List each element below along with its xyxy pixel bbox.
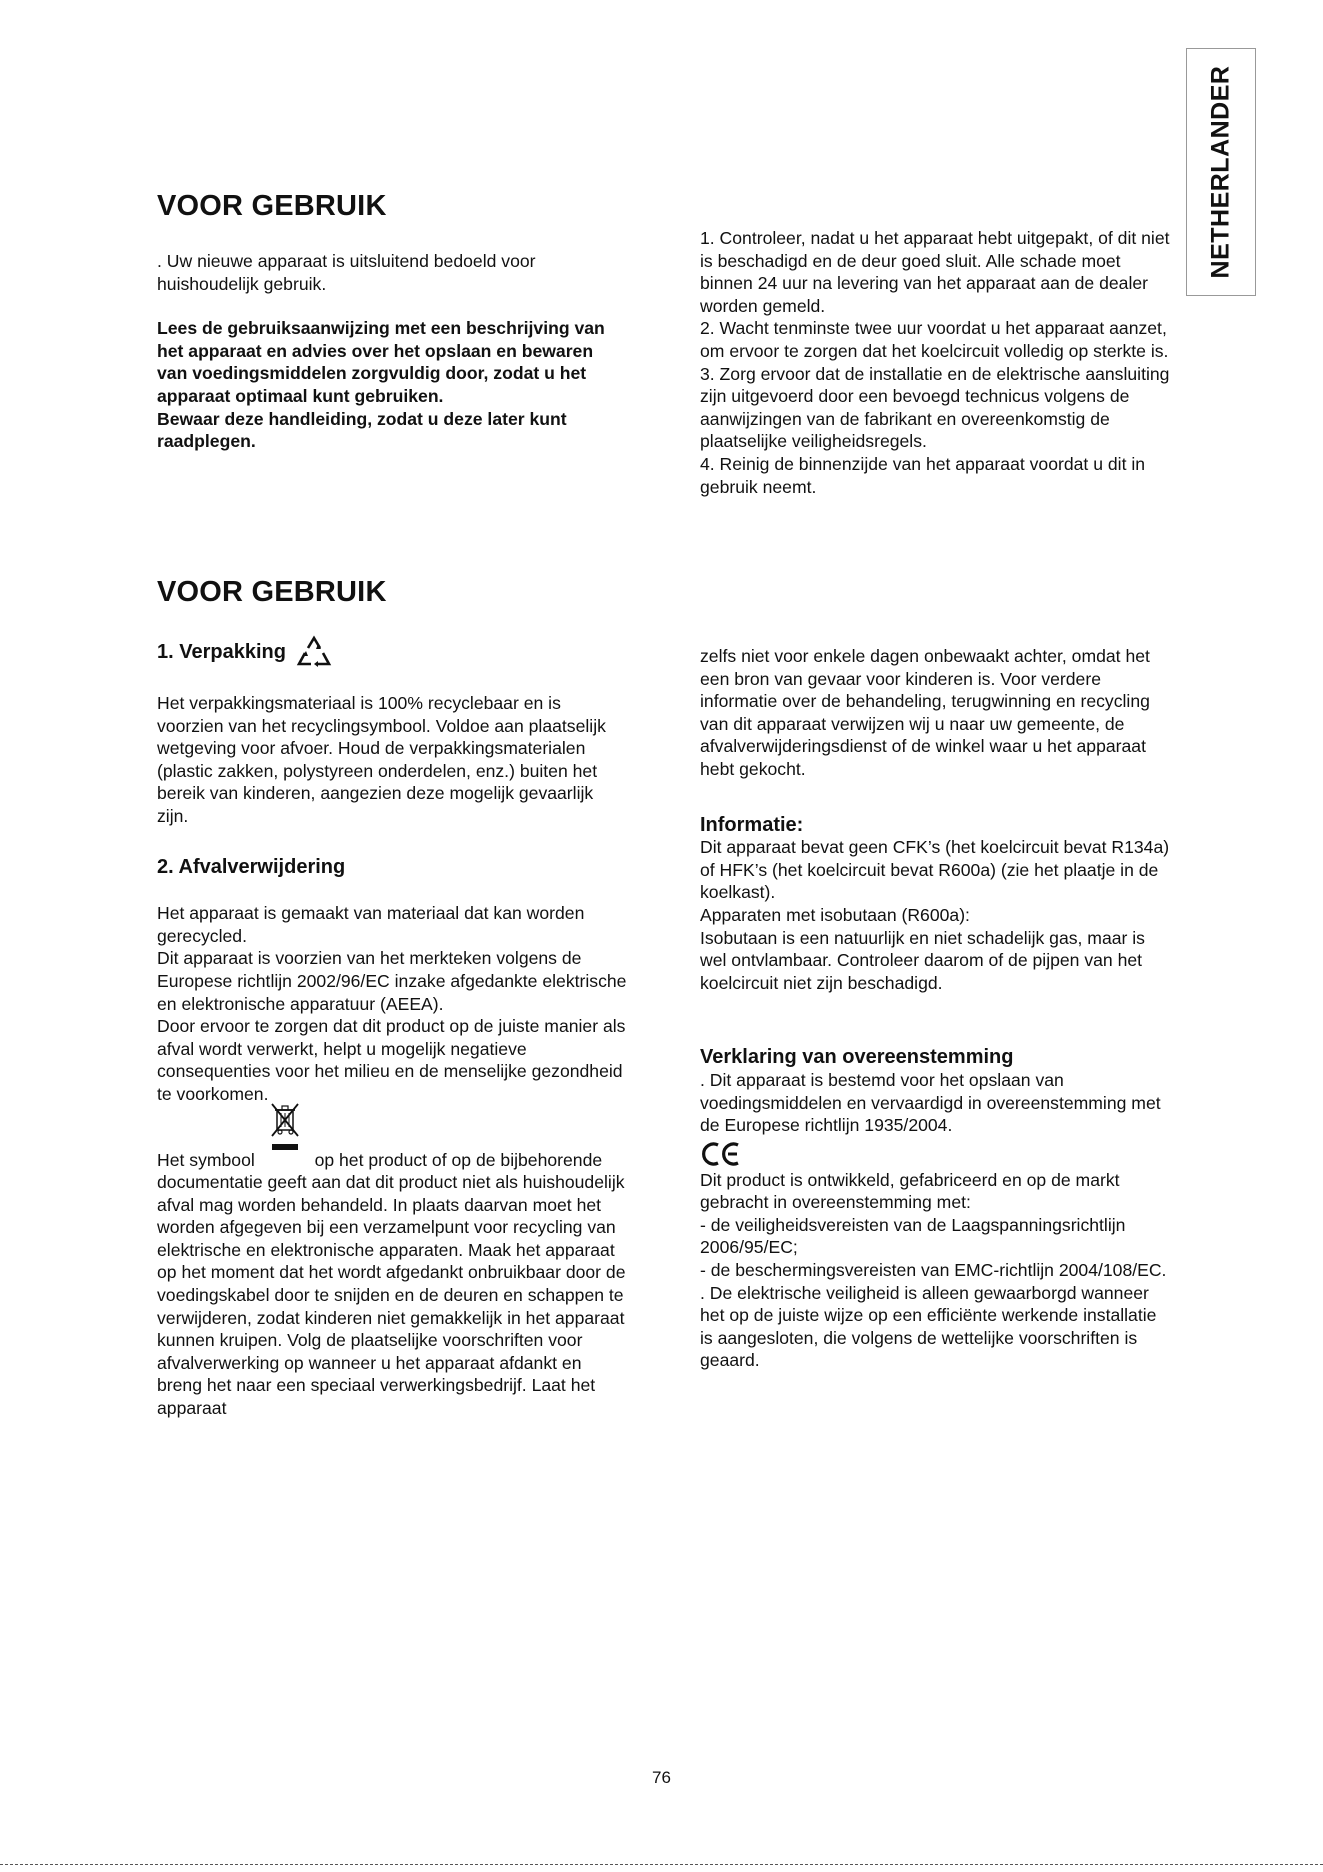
check-item-4: 4. Reinig de binnenzijde van het apparaat voordat u dit in gebruik neemt. xyxy=(700,453,1146,497)
language-tab xyxy=(1186,48,1256,296)
verklaring-p3: - de veiligheidsvereisten van de Laagspanningsrichtlijn 2006/95/EC; xyxy=(700,1214,1126,1258)
section1-title: VOOR GEBRUIK xyxy=(157,190,387,222)
informatie-p1: Dit apparaat bevat geen CFK’s (het koelcircuit bevat R134a) of HFK’s (het koelcircuit bevat R600a) (zie het plaatje in de koelkast). xyxy=(700,837,1170,903)
informatie-heading: Informatie: xyxy=(700,813,804,836)
section2-title: VOOR GEBRUIK xyxy=(157,576,387,608)
ce-mark-icon xyxy=(700,1141,744,1167)
weee-symbol xyxy=(260,1146,310,1166)
verpakking-heading: 1. Verpakking xyxy=(157,640,286,663)
check-item-2: 2. Wacht tenminste twee uur voordat u het apparaat aanzet, om ervoor te zorgen dat het koelcircuit volledig op sterkte is. xyxy=(700,318,1169,361)
afval-p3: Door ervoor te zorgen dat dit product op de juiste manier als afval wordt verwerkt, helpt u mogelijk negatieve consequenties voor het milieu en de menselijke gezondheid te voorkomen. xyxy=(157,1016,626,1104)
weee-crossed-bin-icon xyxy=(268,1102,302,1152)
verpakking-heading-row xyxy=(157,634,627,670)
afval-continued: zelfs niet voor enkele dagen onbewaakt achter, omdat het een bron van gevaar voor kinderen is. Voor verdere informatie over de behandeling, terugwinning en recycling van dit apparaat verwijzen wij u naar uw gemeente, de afvalverwijderingsdienst of de winkel waar u het apparaat hebt gekocht. xyxy=(700,646,1150,779)
section1-left-column xyxy=(157,250,627,453)
section2-right-column xyxy=(700,645,1170,1372)
section1-right-column xyxy=(700,227,1170,498)
afval-p4-before: Het symbool xyxy=(157,1149,255,1170)
afval-p1: Het apparaat is gemaakt van materiaal dat kan worden gerecycled. xyxy=(157,903,585,946)
verklaring-p5: . De elektrische veiligheid is alleen gewaarborgd wanneer het op de juiste wijze op een efficiënte werkende installatie is aangesloten, die volgens de wettelijke voorschriften is geaard. xyxy=(700,1282,1157,1371)
section1-bold-keep-manual: Bewaar deze handleiding, zodat u deze later kunt raadplegen. xyxy=(157,408,567,452)
language-tab-label: NETHERLANDER xyxy=(1206,65,1235,279)
afval-p4 xyxy=(157,1146,627,1420)
informatie-p2: Apparaten met isobutaan (R600a): xyxy=(700,904,970,925)
informatie-p3: Isobutaan is een natuurlijk en niet schadelijk gas, maar is wel ontvlambaar. Controleer daarom of de pijpen van het koelcircuit niet zijn beschadigd. xyxy=(700,927,1145,993)
afval-p2: Dit apparaat is voorzien van het merkteken volgens de Europese richtlijn 2002/96/EC inzake afgedankte elektrische en elektronische apparatuur (AEEA). xyxy=(157,948,627,1014)
section1-intro: . Uw nieuwe apparaat is uitsluitend bedoeld voor huishoudelijk gebruik. xyxy=(157,251,536,294)
recycle-icon xyxy=(294,634,334,670)
verklaring-heading: Verklaring van overeenstemming xyxy=(700,1046,1014,1069)
afval-p4-after: op het product of op de bijbehorende documentatie geeft aan dat dit product niet als huishoudelijk afval mag worden behandeld. In plaats daarvan moet het worden afgegeven bij een verzamelpunt voor recycling van elektrische en elektronische apparaten. Maak het apparaat op het moment dat het wordt afgedankt onbruikbaar door de voedingskabel door te snijden en de deuren en schappen te verwijderen, zodat kinderen niet gemakkelijk in het apparaat kunnen kruipen. Volg de plaatselijke voorschriften voor afvalverwerking op wanneer u het apparaat afdankt en breng het naar een speciaal verwerkingsbedrijf. Laat het apparaat xyxy=(157,1149,626,1419)
page-number: 76 xyxy=(652,1768,671,1787)
verpakking-body: Het verpakkingsmateriaal is 100% recyclebaar en is voorzien van het recyclingsymbool. Voldoe aan plaatselijk wetgeving voor afvoer. Houd de verpakkingsmaterialen (plastic zakken, polystyreen onderdelen, enz.) buiten het bereik van kinderen, aangezien deze mogelijk gevaarlijk zijn. xyxy=(157,693,606,826)
section1-bold-instructions: Lees de gebruiksaanwijzing met een beschrijving van het apparaat en advies over het opslaan en bewaren van voedingsmiddelen zorgvuldig door, zodat u het apparaat optimaal kunt gebruiken. xyxy=(157,318,605,406)
check-item-3: 3. Zorg ervoor dat de installatie en de elektrische aansluiting zijn uitgevoerd door een bevoegd technicus volgens de aanwijzingen van de fabrikant en overeenkomstig de plaatselijke veiligheidsregels. xyxy=(700,363,1170,452)
verklaring-p4: - de beschermingsvereisten van EMC-richtlijn 2004/108/EC. xyxy=(700,1260,1167,1281)
afval-heading: 2. Afvalverwijdering xyxy=(157,855,346,878)
bottom-divider xyxy=(0,1864,1323,1865)
ce-mark xyxy=(700,1141,1170,1165)
verklaring-p1: . Dit apparaat is bestemd voor het opslaan van voedingsmiddelen en vervaardigd in overeenstemming met de Europese richtlijn 1935/2004. xyxy=(700,1069,1161,1136)
check-item-1: 1. Controleer, nadat u het apparaat hebt uitgepakt, of dit niet is beschadigd en de deur goed sluit. Alle schade moet binnen 24 uur na levering van het apparaat aan de dealer worden gemeld. xyxy=(700,228,1170,316)
section2-left-column xyxy=(157,634,627,1420)
verklaring-p2: Dit product is ontwikkeld, gefabriceerd en op de markt gebracht in overeenstemming met: xyxy=(700,1169,1120,1213)
